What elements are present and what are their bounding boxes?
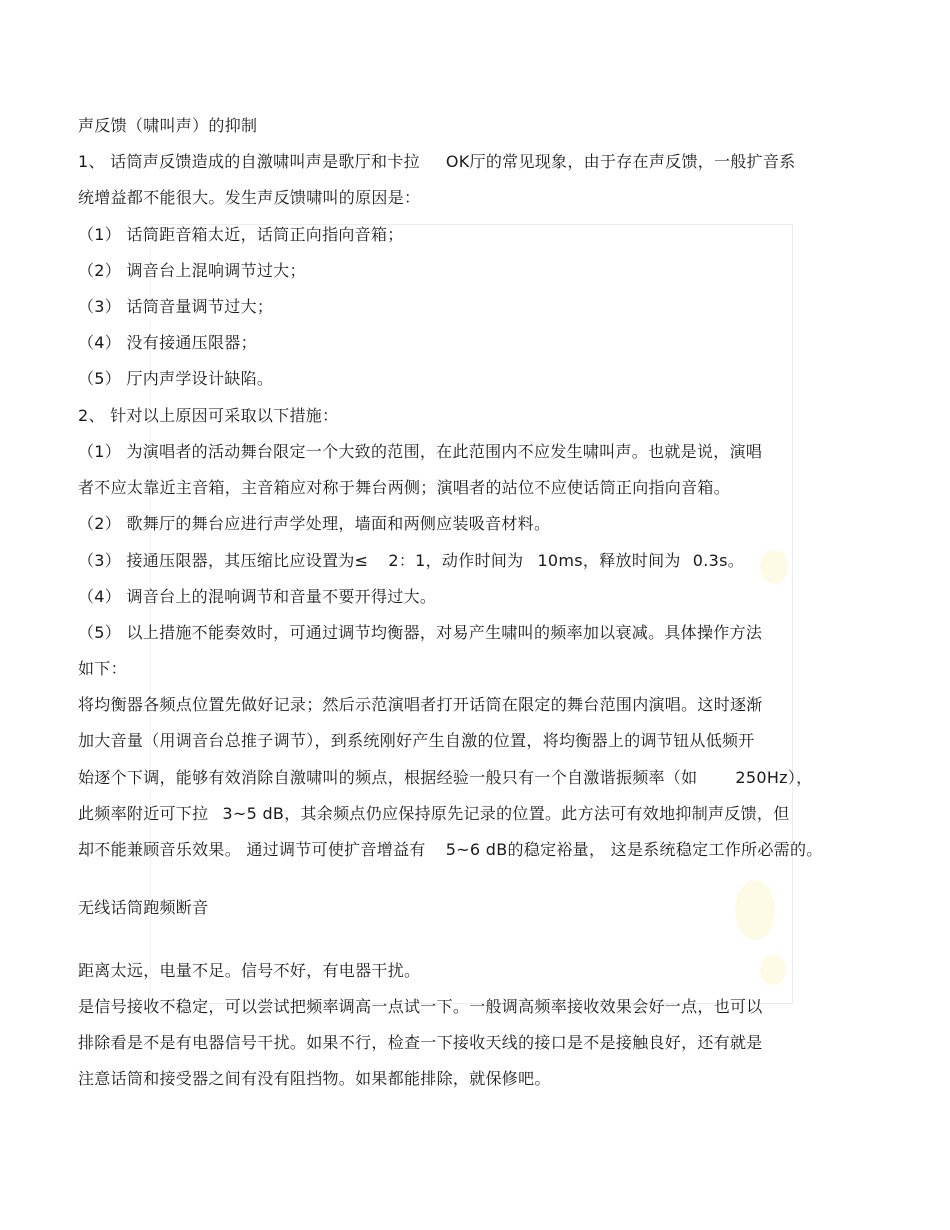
wireless-line1: 距离太远，电量不足。信号不好，有电器干扰。 (78, 961, 421, 980)
procedure-line5 (78, 839, 823, 861)
cause-list-item: （4） 没有接通压限器； (78, 333, 257, 352)
cause-list-item: （5） 厅内声学设计缺陷。 (78, 369, 274, 388)
procedure-line2: 加大音量（用调音台总推子调节），到系统刚好产生自激的位置，将均衡器上的调节钮从低频开 (78, 731, 755, 750)
text-run: 始逐个下调，能够有效消除自激啸叫的频点，根据经验一般只有一个自激谐振频率（如 (78, 768, 698, 787)
wireless-line4: 注意话筒和接受器之间有没有阻挡物。如果都能排除，就保修吧。 (78, 1069, 551, 1088)
procedure-line1: 将均衡器各频点位置先做好记录；然后示范演唱者打开话筒在限定的舞台范围内演唱。这时逐渐 (78, 695, 763, 714)
text-run: 5~6 dB的稳定裕量， 这是系统稳定工作所必需的。 (445, 840, 823, 859)
paragraph-item1-line2: 统增益都不能很大。发生声反馈啸叫的原因是： (78, 188, 421, 207)
measure-4: （4） 调音台上的混响调节和音量不要开得过大。 (78, 587, 437, 606)
text-run: 3~5 dB，其余频点仍应保持原先记录的位置。此方法可有效地抑制声反馈，但 (222, 804, 790, 823)
text-run: 10ms，释放时间为 (537, 551, 681, 570)
text-run: 2：1，动作时间为 (388, 551, 524, 570)
measure-3 (78, 550, 744, 572)
paragraph-item2: 2、 针对以上原因可采取以下措施： (78, 406, 339, 425)
text-run: 250Hz）， (735, 768, 813, 787)
procedure-line3 (78, 767, 812, 789)
scan-blot (760, 550, 788, 584)
wireless-line2: 是信号接收不稳定，可以尝试把频率调高一点试一下。一般调高频率接收效果会好一点，也可以 (78, 997, 763, 1016)
measure-2: （2） 歌舞厅的舞台应进行声学处理，墙面和两侧应装吸音材料。 (78, 514, 551, 533)
paragraph-item1-line1 (78, 151, 796, 173)
procedure-line4 (78, 803, 790, 825)
text-run: 0.3s。 (692, 551, 745, 570)
cause-list-item: （2） 调音台上混响调节过大； (78, 261, 306, 280)
scan-blot (760, 955, 786, 985)
measure-5-line1: （5） 以上措施不能奏效时，可通过调节均衡器，对易产生啸叫的频率加以衰减。具体操作方法 (78, 623, 763, 642)
text-run: 此频率附近可下拉 (78, 804, 209, 823)
text-run: 1、 话筒声反馈造成的自激啸叫声是歌厅和卡拉 (78, 152, 420, 171)
scan-blot (735, 880, 775, 940)
measure-1-line2: 者不应太靠近主音箱，主音箱应对称于舞台两侧；演唱者的站位不应使话筒正向指向音箱。 (78, 478, 731, 497)
text-run: OK厅的常见现象，由于存在声反馈，一般扩音系 (445, 152, 796, 171)
section-title-wireless: 无线话筒跑频断音 (78, 898, 209, 917)
measure-5-line2: 如下： (78, 659, 127, 678)
text-run: （3） 接通压限器，其压缩比应设置为≤ (78, 551, 369, 570)
measure-1-line1: （1） 为演唱者的活动舞台限定一个大致的范围，在此范围内不应发生啸叫声。也就是说，演唱 (78, 442, 763, 461)
cause-list-item: （3） 话筒音量调节过大； (78, 297, 274, 316)
text-run: 却不能兼顾音乐效果。 通过调节可使扩音增益有 (78, 840, 426, 859)
wireless-line3: 排除看是不是有电器信号干扰。如果不行，检查一下接收天线的接口是不是接触良好，还有就是 (78, 1033, 763, 1052)
cause-list-item: （1） 话筒距音箱太近，话筒正向指向音箱； (78, 225, 404, 244)
section-title-feedback: 声反馈（啸叫声）的抑制 (78, 116, 258, 135)
